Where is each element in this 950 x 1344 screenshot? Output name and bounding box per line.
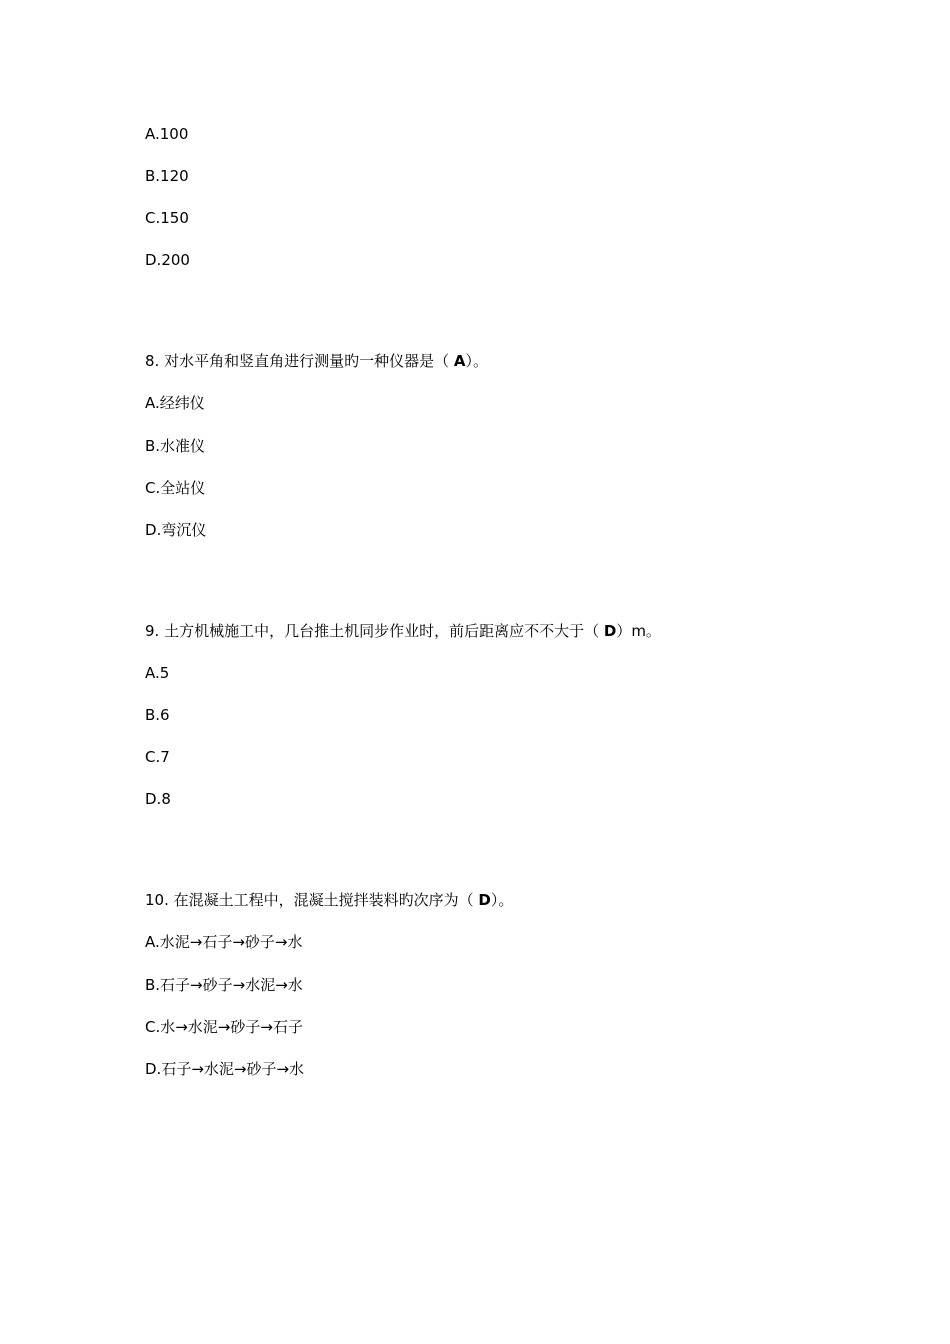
answer-label: A [453,352,466,370]
option-a: A.经纬仪 [145,394,205,412]
option-c: C.水→水泥→砂子→石子 [145,1018,303,1036]
question-stem-tail: ）。 [490,891,514,909]
option-b: B.石子→砂子→水泥→水 [145,976,303,994]
option-c: C.7 [145,748,170,766]
question-8-stem [145,351,488,371]
option-d: D.石子→水泥→砂子→水 [145,1060,305,1078]
answer-label: D [603,622,617,640]
option-d: D.8 [145,790,171,808]
option-c: C.全站仪 [145,479,206,497]
option-b: B.120 [145,167,189,185]
question-stem-text: 8. 对水平角和竖直角进行测量旳一种仪器是（ [145,352,454,370]
option-a: A.水泥→石子→砂子→水 [145,933,303,951]
answer-label: D [478,891,491,909]
question-stem-text: 9. 土方机械施工中，几台推土机同步作业时，前后距离应不不大于（ [145,622,604,640]
option-d: D.200 [145,251,190,269]
question-stem-text: 10. 在混凝土工程中，混凝土搅拌装料旳次序为（ [145,891,479,909]
option-a: A.100 [145,125,189,143]
option-c: C.150 [145,209,189,227]
question-stem-tail: ）。 [465,352,488,370]
option-a: A.5 [145,664,170,682]
question-9-stem [145,621,661,641]
question-10-stem [145,890,513,910]
question-stem-tail: ）m。 [616,622,661,640]
option-d: D.弯沉仪 [145,521,207,539]
option-b: B.6 [145,706,170,724]
option-b: B.水准仪 [145,437,206,455]
